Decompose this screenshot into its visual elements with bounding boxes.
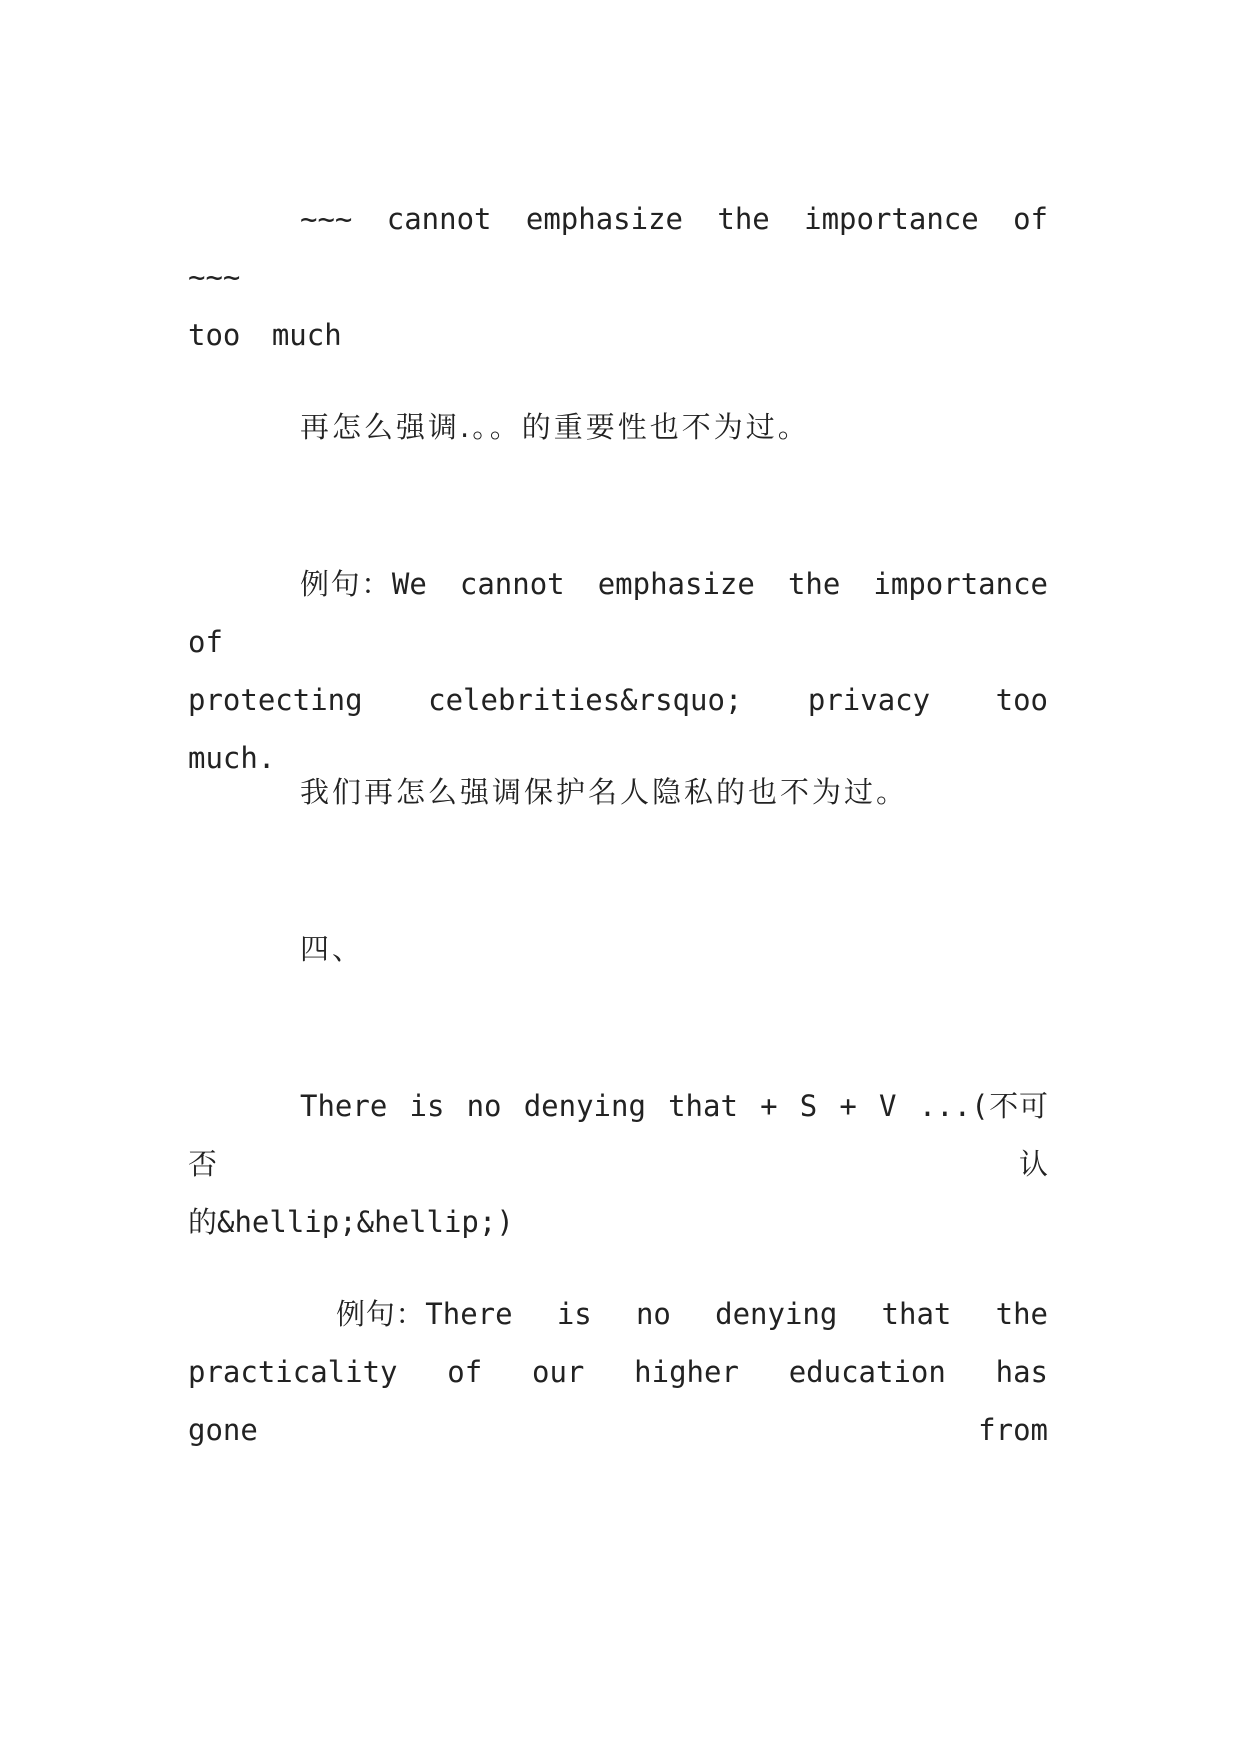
example-1-translation: 我们再怎么强调保护名人隐私的也不为过。: [300, 775, 909, 809]
example-2-line-1: 例句：There is no denying that the: [336, 1297, 1048, 1331]
phrase-line-1: ~~~ cannot emphasize the importance of ~~~: [188, 202, 1048, 294]
example-2-line-2: practicality of our higher education has gone from: [188, 1355, 1048, 1447]
phrase-line-2: too much: [188, 318, 342, 352]
phrase-2-line-1: There is no denying that + S + V ...(不可否认: [188, 1089, 1048, 1181]
phrase-2-line-2: 的&hellip;&hellip;): [188, 1205, 514, 1239]
phrase-paragraph: [188, 190, 1048, 364]
phrase-paragraph-2: [188, 1077, 1048, 1251]
example-sentence-1: [188, 555, 1048, 787]
phrase-translation: 再怎么强调.。。的重要性也不为过。: [300, 410, 810, 444]
example-1-line-2: protecting celebrities&rsquo; privacy too much.: [188, 683, 1048, 775]
section-heading-four: 四、: [300, 932, 365, 966]
example-1-line-1: 例句：We cannot emphasize the importance of: [188, 567, 1048, 659]
example-sentence-2: [188, 1285, 1048, 1459]
